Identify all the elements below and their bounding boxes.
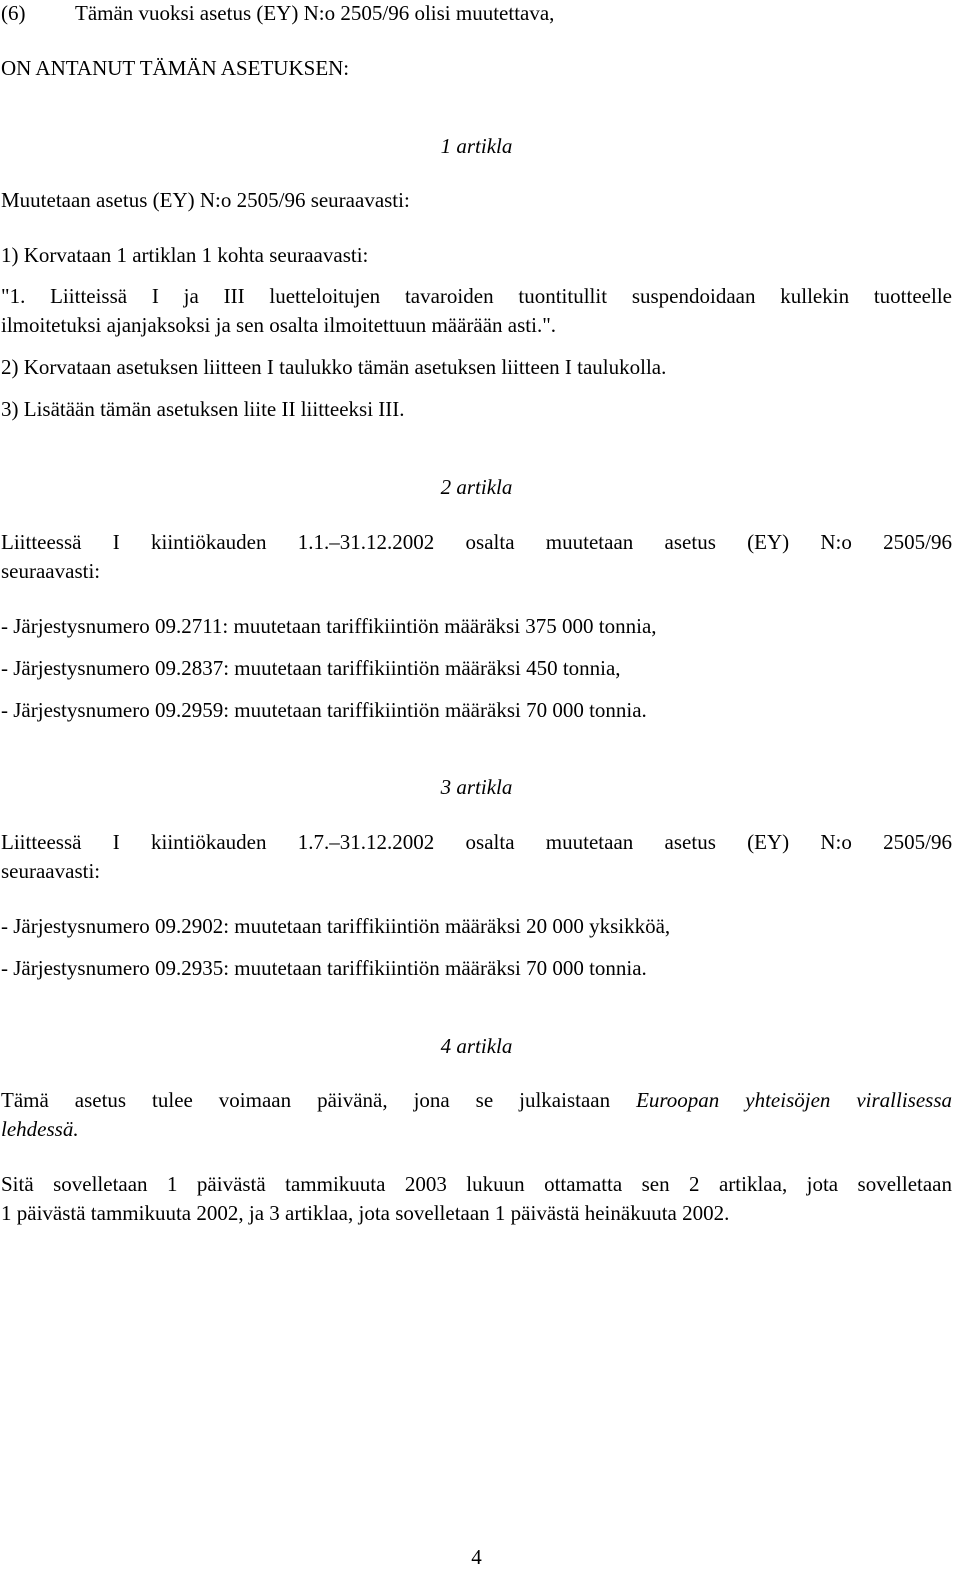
article-1-intro: Muutetaan asetus (EY) N:o 2505/96 seuraavasti: — [1, 188, 410, 212]
recital — [1, 0, 554, 27]
article-4-heading: 4 artikla — [440, 1034, 513, 1058]
article-2-item: - Järjestysnumero 09.2711: muutetaan tariffikiintiön määräksi 375 000 tonnia, — [1, 614, 657, 638]
article-3-intro-line-1: Liitteessä I kiintiökauden 1.7.–31.12.2002 osalta muutetaan asetus (EY) N:o 2505/96 — [1, 830, 952, 854]
recital-number: (6) — [1, 1, 26, 25]
recital-text: Tämän vuoksi asetus (EY) N:o 2505/96 olisi muutettava, — [75, 1, 555, 25]
article-1-heading: 1 artikla — [440, 134, 513, 158]
article-4-para-1-prefix: Tämä asetus tulee voimaan päivänä, jona se julkaistaan — [1, 1088, 611, 1112]
article-4-para-2-line-2: 1 päivästä tammikuuta 2002, ja 3 artiklaa, jota sovelletaan 1 päivästä heinäkuuta 2002. — [1, 1201, 730, 1225]
article-1-quote-line-1: "1. Liitteissä I ja III luetteloitujen tavaroiden tuontitullit suspendoidaan kullekin tuotteelle — [1, 284, 952, 308]
article-1-point-3: 3) Lisätään tämän asetuksen liite II liitteeksi III. — [1, 397, 405, 421]
article-2-heading: 2 artikla — [440, 475, 513, 499]
article-3-intro-line-2: seuraavasti: — [1, 859, 101, 883]
article-3-heading: 3 artikla — [440, 775, 513, 799]
article-4-para-2-line-1: Sitä sovelletaan 1 päivästä tammikuuta 2003 lukuun ottamatta sen 2 artiklaa, jota sovelletaan — [1, 1172, 952, 1196]
official-journal-title: Euroopan yhteisöjen virallisessa — [636, 1088, 953, 1112]
article-3-item: - Järjestysnumero 09.2902: muutetaan tariffikiintiön määräksi 20 000 yksikköä, — [1, 914, 671, 938]
article-2-intro-line-2: seuraavasti: — [1, 559, 101, 583]
article-1-point-1: 1) Korvataan 1 artiklan 1 kohta seuraavasti: — [1, 243, 369, 267]
article-1-point-2: 2) Korvataan asetuksen liitteen I taulukko tämän asetuksen liitteen I taulukolla. — [1, 355, 667, 379]
article-3-item: - Järjestysnumero 09.2935: muutetaan tariffikiintiön määräksi 70 000 tonnia. — [1, 956, 647, 980]
page-number: 4 — [471, 1545, 482, 1569]
article-1-quote-line-2: ilmoitetuksi ajanjaksoksi ja sen osalta ilmoitettuun määrään asti.". — [1, 313, 557, 337]
enacting-formula: ON ANTANUT TÄMÄN ASETUKSEN: — [1, 56, 350, 80]
official-journal-title-end: lehdessä. — [1, 1117, 79, 1141]
article-2-intro-line-1: Liitteessä I kiintiökauden 1.1.–31.12.2002 osalta muutetaan asetus (EY) N:o 2505/96 — [1, 530, 952, 554]
article-4-para-1-line-2 — [1, 1115, 79, 1143]
article-2-item: - Järjestysnumero 09.2959: muutetaan tariffikiintiön määräksi 70 000 tonnia. — [1, 698, 647, 722]
article-2-item: - Järjestysnumero 09.2837: muutetaan tariffikiintiön määräksi 450 tonnia, — [1, 656, 621, 680]
article-4-para-1-line-1 — [1, 1086, 952, 1114]
